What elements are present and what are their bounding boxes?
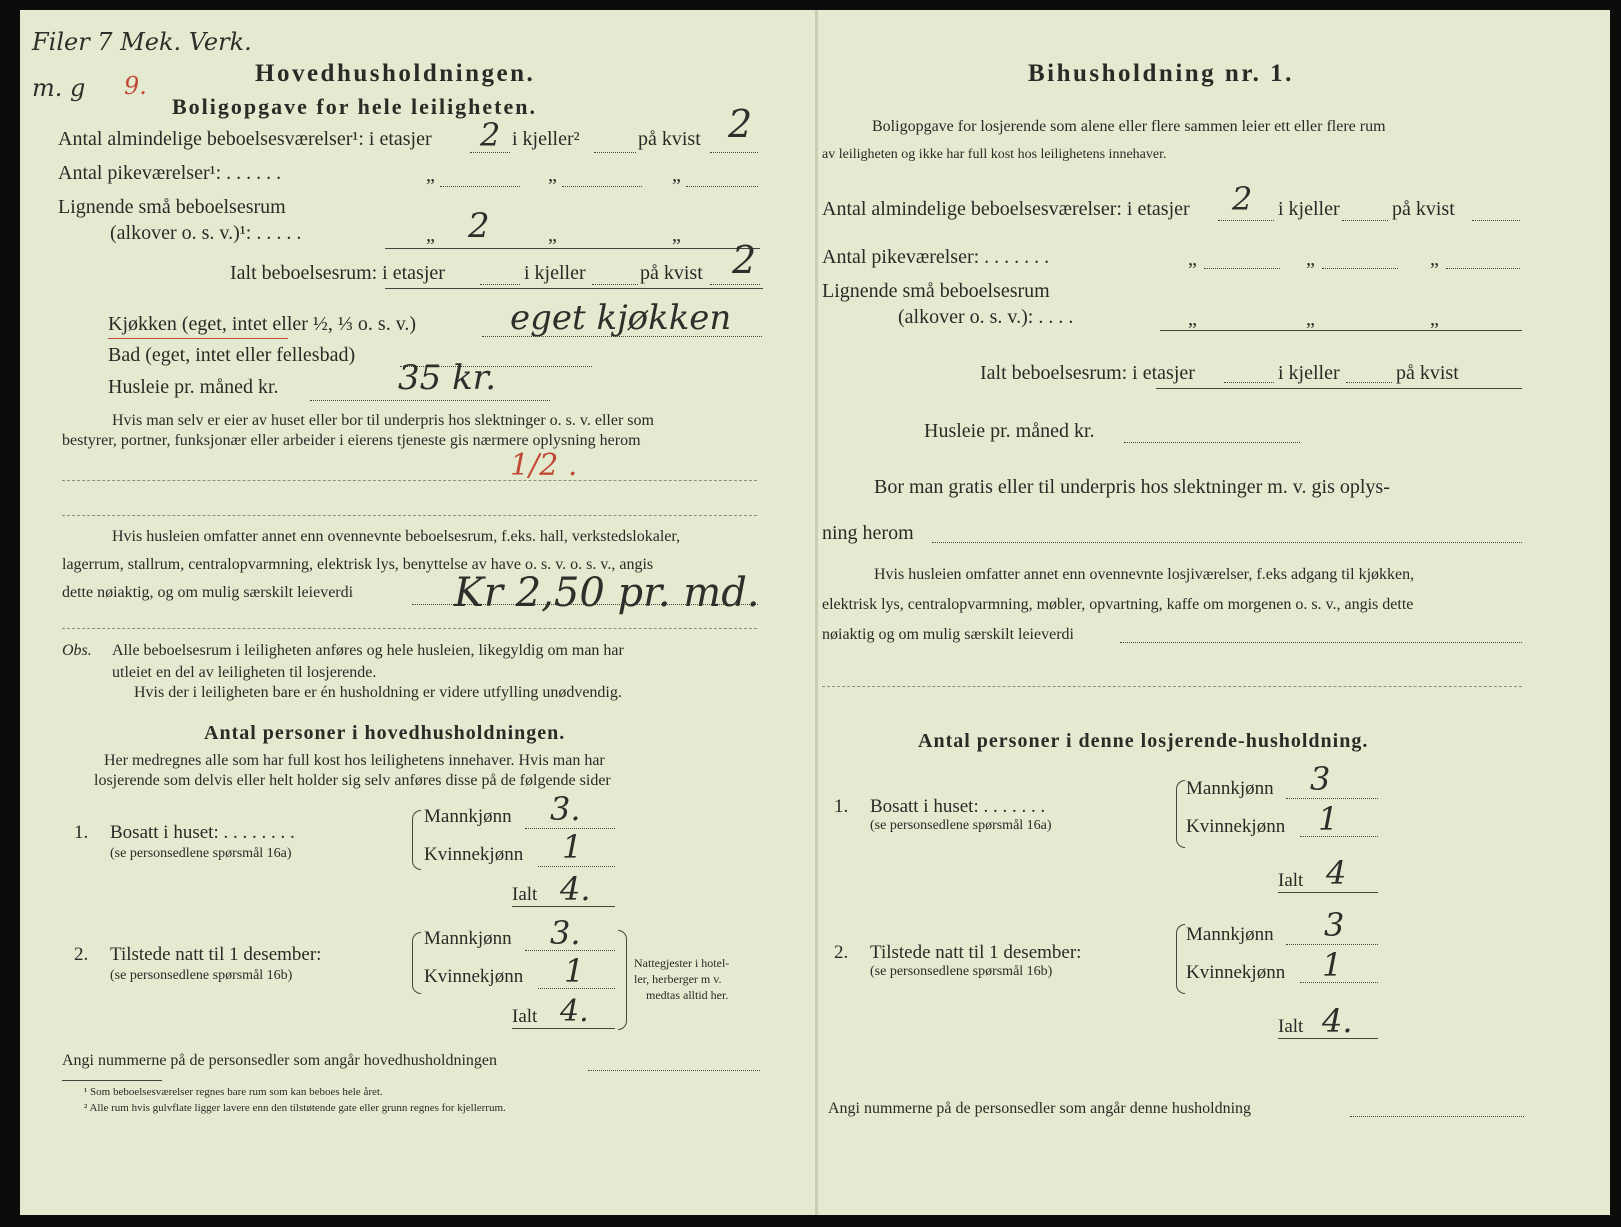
label-kvist: på kvist (638, 128, 701, 150)
q2-mann-field (1286, 944, 1378, 945)
label-kjeller: i kjeller² (512, 128, 580, 150)
natt-note-line2: ler, herberger m v. (634, 972, 722, 986)
q2-sub: (se personsedlene spørsmål 16b) (110, 968, 293, 983)
persons-text-line1: Her medregnes alle som har full kost hos leilighetens innehaver. Hvis man har (104, 752, 605, 769)
obs-line2: utleiet en del av leiligheten til losjerende. (112, 664, 377, 681)
q2-kvinne-label: Kvinnekjønn (1186, 962, 1286, 983)
q2-kvinne-value: 1 (564, 952, 585, 990)
natt-brace (618, 930, 627, 1030)
q2-mann-value: 3 (1324, 906, 1345, 944)
omfatter-text-line2: lagerrum, stallrum, centralopvarmning, elektrisk lys, benyttelse av have o. s. v. o. s. v., angis (62, 556, 654, 573)
q1-mann-label: Mannkjønn (424, 806, 512, 827)
q2-kvinne-value: 1 (1322, 946, 1343, 984)
field-husleie (310, 400, 550, 401)
q2-brace (1176, 924, 1185, 994)
q2-label: Tilstede natt til 1 desember: (870, 942, 1082, 963)
row-beboelsesvaerelser-label: Antal almindelige beboelsesværelser: i etasjer (822, 198, 1190, 220)
omfatter-line1: Hvis husleien omfatter annet enn ovennevnte losjiværelser, f.eks adgang til kjøkken, (874, 566, 1415, 583)
husleie-label: Husleie pr. måned kr. (108, 376, 279, 398)
label-ialt-kvist: på kvist (1396, 362, 1459, 384)
q1-ialt-value: 4. (560, 870, 591, 908)
row-smaa-rum-label-b: (alkover o. s. v.): . . . . (898, 306, 1074, 328)
row-pikevaerelser-label: Antal pikeværelser¹: . . . . . . (58, 162, 282, 184)
ditto-5: „ (548, 224, 557, 246)
omfatter-line (62, 628, 757, 629)
omfatter-line2: elektrisk lys, centralopvarmning, møbler, opvartning, kaffe om morgenen o. s. v., angis dette (822, 596, 1414, 613)
field-ialt-kjeller (1346, 382, 1392, 383)
ialt-beboelsesrum-label: Ialt beboelsesrum: i etasjer (980, 362, 1195, 384)
q1-kvinne-field (1300, 836, 1378, 837)
field-pike-kvist (1446, 268, 1520, 269)
q1-kvinne-value: 1 (1318, 800, 1339, 838)
ditto-3: „ (1430, 248, 1439, 270)
ditto-4: „ (426, 224, 435, 246)
field-ialt-kvist (710, 284, 760, 285)
selveier-text-line1: Hvis man selv er eier av huset eller bor til underpris hos slektninger o. s. v. eller som (112, 412, 654, 429)
kjokken-label: Kjøkken (eget, intet eller ½, ⅓ o. s. v.) (108, 313, 417, 335)
q2-number: 2. (74, 944, 89, 965)
q1-ialt-label: Ialt (512, 884, 538, 905)
q2-sub: (se personsedlene spørsmål 16b) (870, 964, 1053, 979)
persons-title: Antal personer i denne losjerende-husholdning. (918, 730, 1369, 752)
q2-mann-label: Mannkjønn (1186, 924, 1274, 945)
angi-nummerne: Angi nummerne på de personsedler som angår denne husholdning (828, 1100, 1252, 1117)
row-smaa-rum-label-a: Lignende små beboelsesrum (822, 280, 1050, 302)
q2-ialt-label: Ialt (1278, 1016, 1304, 1037)
footnote-1: ¹ Som beboelsesværelser regnes bare rum som kan beboes hele året. (84, 1086, 383, 1098)
footnote-2: ² Alle rum hvis gulvflate ligger lavere enn den tilstøtende gate eller grunn regnes for kjellerrum. (84, 1102, 506, 1114)
value-leieverdi: Kr 2,50 pr. md. (454, 570, 760, 616)
field-etasjer (1218, 220, 1274, 221)
page-title: Hovedhusholdningen. (255, 60, 536, 87)
q2-ialt-label: Ialt (512, 1006, 538, 1027)
field-gratis (932, 542, 1522, 543)
margin-note-filer: Filer 7 Mek. Verk. (32, 28, 252, 56)
selveier-line-2 (62, 515, 757, 516)
field-pike-kvist (686, 186, 758, 187)
field-ialt-etasjer (1224, 382, 1274, 383)
q1-mann-value: 3 (1310, 760, 1331, 798)
left-page-hovedhusholdning (20, 10, 815, 1215)
natt-note-line3: medtas alltid her. (646, 988, 729, 1002)
red-mark-half: 1/2 . (510, 448, 578, 483)
angi-field (588, 1070, 760, 1071)
field-kjeller (594, 152, 636, 153)
value-etasjer: 2 (1232, 180, 1253, 218)
q1-label: Bosatt i huset: . . . . . . . (870, 796, 1046, 817)
obs-label: Obs. (62, 642, 92, 659)
field-kjeller (1342, 220, 1388, 221)
bad-label: Bad (eget, intet eller fellesbad) (108, 344, 356, 366)
angi-nummerne: Angi nummerne på de personsedler som angår hovedhusholdningen (62, 1052, 498, 1069)
field-husleie (1124, 442, 1300, 443)
q1-ialt-label: Ialt (1278, 870, 1304, 891)
ditto-1: „ (426, 164, 435, 186)
field-pike-kjeller (1322, 268, 1398, 269)
ditto-2: „ (548, 164, 557, 186)
q2-kvinne-label: Kvinnekjønn (424, 966, 524, 987)
value-smaa-rum: 2 (468, 206, 490, 246)
field-ialt-kjeller (592, 284, 638, 285)
natt-note-line1: Nattegjester i hotel- (634, 956, 730, 970)
q2-number: 2. (834, 942, 849, 963)
label-ialt-kjeller: i kjeller (1278, 362, 1340, 384)
row-pikevaerelser-label: Antal pikeværelser: . . . . . . . (822, 246, 1050, 268)
field-pike-kjeller (562, 186, 642, 187)
ditto-6: „ (672, 224, 681, 246)
obs-line3: Hvis der i leiligheten bare er én husholdning er videre utfylling unødvendig. (134, 684, 622, 701)
row-smaa-rum-underline (385, 248, 760, 249)
q1-number: 1. (74, 822, 89, 843)
value-ialt-kvist: 2 (732, 238, 757, 282)
q2-ialt-value: 4. (560, 994, 589, 1029)
value-kvist: 2 (728, 102, 753, 146)
q1-sub: (se personsedlene spørsmål 16a) (110, 846, 292, 861)
q1-kvinne-label: Kvinnekjønn (424, 844, 524, 865)
field-pike-etasjer (440, 186, 520, 187)
field-kvist (710, 152, 758, 153)
label-kvist: på kvist (1392, 198, 1455, 220)
omfatter-text-line1: Hvis husleien omfatter annet enn ovennevnte beboelsesrum, f.eks. hall, verkstedslokaler, (112, 528, 681, 545)
q1-brace (412, 810, 421, 870)
q2-brace (412, 932, 421, 994)
gratis-line1: Bor man gratis eller til underpris hos slektninger m. v. gis oplys- (874, 476, 1390, 498)
q1-ialt-value: 4 (1326, 854, 1347, 892)
value-etasjer: 2 (480, 116, 501, 154)
value-husleie: 35 kr. (398, 358, 496, 398)
field-leieverdi (1120, 642, 1522, 643)
label-kjeller: i kjeller (1278, 198, 1340, 220)
q2-label: Tilstede natt til 1 desember: (110, 944, 322, 965)
q1-kvinne-value: 1 (562, 828, 583, 866)
row-smaa-rum-label-b: (alkover o. s. v.)¹: . . . . . (110, 222, 302, 244)
q1-kvinne-field (538, 866, 615, 867)
obs-line1: Alle beboelsesrum i leiligheten anføres og hele husleien, likegyldig om man har (112, 642, 624, 659)
selveier-text-line2: bestyrer, portner, funksjonær eller arbeider i eierens tjeneste gis nærmere oplysning herom (62, 432, 641, 449)
angi-field (1350, 1116, 1524, 1117)
q1-mann-label: Mannkjønn (1186, 778, 1274, 799)
right-page-bihusholdning (818, 10, 1610, 1215)
intro-line2: av leiligheten og ikke har full kost hos leilighetens innehaver. (822, 147, 1167, 162)
row-beboelsesvaerelser-label: Antal almindelige beboelsesværelser¹: i etasjer (58, 128, 432, 150)
ditto-1: „ (1188, 248, 1197, 270)
q1-brace (1176, 780, 1185, 848)
field-kvist (1472, 220, 1520, 221)
ditto-5: „ (1306, 308, 1315, 330)
margin-note-mg: m. g (32, 74, 86, 102)
page-title: Bihusholdning nr. 1. (1028, 60, 1294, 87)
persons-title: Antal personer i hovedhusholdningen. (204, 722, 566, 744)
q1-label: Bosatt i huset: . . . . . . . . (110, 822, 295, 843)
ialt-underline (1156, 388, 1522, 389)
margin-note-red: 9. (124, 72, 147, 100)
q2-ialt-value: 4. (1322, 1002, 1353, 1040)
omfatter-line3: nøiaktig og om mulig særskilt leieverdi (822, 626, 1074, 643)
omfatter-text-line3: dette nøiaktig, og om mulig særskilt leieverdi (62, 584, 354, 601)
row-smaa-rum-underline (1160, 330, 1522, 331)
q1-mann-value: 3. (550, 790, 581, 828)
q2-mann-value: 3. (550, 914, 581, 952)
q1-mann-field (1286, 798, 1378, 799)
label-ialt-kjeller: i kjeller (524, 262, 586, 284)
value-kjokken: eget kjøkken (510, 298, 732, 338)
q1-sub: (se personsedlene spørsmål 16a) (870, 818, 1052, 833)
field-ialt-etasjer (480, 284, 520, 285)
persons-text-line2: losjerende som delvis eller helt holder sig selv anføres disse på de følgende sider (94, 772, 611, 789)
intro-line1: Boligopgave for losjerende som alene eller flere sammen leier ett eller flere rum (872, 118, 1386, 135)
omfatter-line (822, 686, 1522, 687)
gratis-line2: ning herom (822, 522, 914, 544)
husleie-label: Husleie pr. måned kr. (924, 420, 1095, 442)
field-pike-etasjer (1204, 268, 1280, 269)
q1-ialt-line (1278, 892, 1378, 893)
row-smaa-rum-label-a: Lignende små beboelsesrum (58, 196, 286, 218)
ditto-2: „ (1306, 248, 1315, 270)
label-ialt-kvist: på kvist (640, 262, 703, 284)
ditto-3: „ (672, 164, 681, 186)
ditto-6: „ (1430, 308, 1439, 330)
red-underline-kjokken (108, 338, 288, 339)
selveier-line-1 (62, 480, 757, 481)
q1-number: 1. (834, 796, 849, 817)
ialt-beboelsesrum-label: Ialt beboelsesrum: i etasjer (230, 262, 445, 284)
ialt-underline (385, 288, 763, 289)
q2-mann-label: Mannkjønn (424, 928, 512, 949)
footnote-rule (62, 1080, 162, 1081)
ditto-4: „ (1188, 308, 1197, 330)
q1-kvinne-label: Kvinnekjønn (1186, 816, 1286, 837)
page-subtitle: Boligopgave for hele leiligheten. (172, 94, 538, 119)
